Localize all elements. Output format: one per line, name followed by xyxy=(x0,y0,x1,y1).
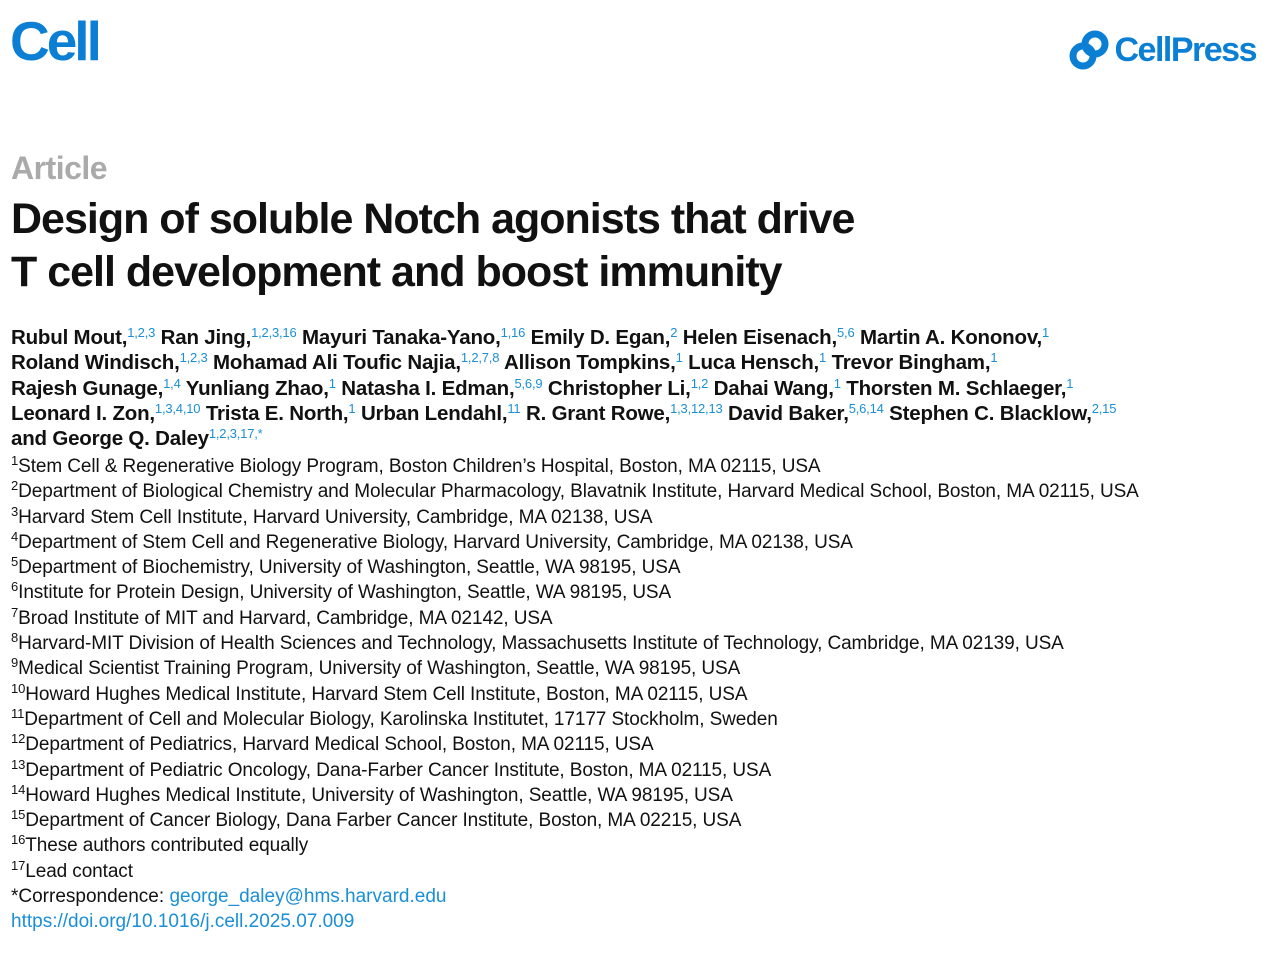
cell-journal-logo: Cell xyxy=(10,10,99,72)
affiliation-text: Department of Cell and Molecular Biology, Karolinska Institutet, 17177 Stockholm, Sweden xyxy=(24,708,778,730)
affiliation-text: Harvard Stem Cell Institute, Harvard University, Cambridge, MA 02138, USA xyxy=(18,506,653,528)
cellpress-mark-icon xyxy=(1069,30,1109,70)
author-name: Natasha I. Edman, xyxy=(341,376,515,400)
author-affiliation-ref[interactable]: 1,2,3,16 xyxy=(251,325,297,340)
author-affiliation-ref[interactable]: 2 xyxy=(670,325,678,340)
affiliation-number: 10 xyxy=(11,680,26,696)
author-name: Leonard I. Zon, xyxy=(11,401,155,425)
affiliation-number: 12 xyxy=(11,731,26,747)
author-name: Martin A. Kononov, xyxy=(859,326,1043,349)
author-name: and George Q. Daley xyxy=(11,427,209,451)
author-name: Trevor Bingham, xyxy=(831,351,991,375)
affiliation-number: 17 xyxy=(11,857,26,873)
doi-row xyxy=(11,909,1276,934)
affiliation-item xyxy=(11,732,1276,757)
affiliation-number: 1 xyxy=(11,453,19,468)
correspondence-label: *Correspondence: xyxy=(11,886,170,908)
affiliation-text: Medical Scientist Training Program, University of Washington, Seattle, WA 98195, USA xyxy=(18,658,741,680)
author-name: Luca Hensch, xyxy=(688,351,820,375)
affiliation-item xyxy=(11,631,1276,656)
affiliation-item xyxy=(11,758,1276,783)
cellpress-wordmark: CellPress xyxy=(1114,31,1256,69)
affiliation-text: Broad Institute of MIT and Harvard, Cambridge, MA 02142, USA xyxy=(18,607,553,629)
author-affiliation-ref[interactable]: 1,2,7,8 xyxy=(460,350,500,366)
title-line-1: Design of soluble Notch agonists that drive xyxy=(11,195,855,243)
author-affiliation-ref[interactable]: 1 xyxy=(1042,325,1050,340)
article-title xyxy=(11,193,854,299)
author-name: Allison Tompkins, xyxy=(503,351,676,375)
author-name: Ran Jing, xyxy=(160,326,252,349)
author-affiliation-ref[interactable]: 1,3,4,10 xyxy=(154,400,201,416)
affiliation-text: Institute for Protein Design, University of Washington, Seattle, WA 98195, USA xyxy=(18,582,672,604)
affiliation-text: Howard Hughes Medical Institute, Harvard Stem Cell Institute, Boston, MA 02115, USA xyxy=(25,683,748,705)
author-affiliation-ref[interactable]: 1,2,3,17,* xyxy=(208,426,263,442)
affiliation-text: Lead contact xyxy=(25,860,133,882)
author-name: Stephen C. Blacklow, xyxy=(889,401,1092,425)
author-name: Mohamad Ali Toufic Najia, xyxy=(213,351,461,375)
article-type-label: Article xyxy=(11,150,108,186)
affiliation-item xyxy=(11,606,1276,631)
affiliation-number: 6 xyxy=(11,579,19,595)
author-affiliation-ref[interactable]: 1 xyxy=(990,350,998,366)
author-affiliation-ref[interactable]: 5,6,14 xyxy=(848,400,884,416)
affiliation-number: 14 xyxy=(11,781,26,797)
affiliation-number: 15 xyxy=(11,807,26,823)
author-affiliation-ref[interactable]: 2,15 xyxy=(1091,400,1117,416)
affiliation-text: These authors contributed equally xyxy=(25,835,309,857)
author-name: Helen Eisenach, xyxy=(682,326,837,349)
cellpress-logo xyxy=(1069,30,1257,70)
doi-link[interactable]: https://doi.org/10.1016/j.cell.2025.07.009 xyxy=(11,911,355,933)
correspondence xyxy=(11,884,1276,909)
affiliation-text: Department of Pediatrics, Harvard Medical School, Boston, MA 02115, USA xyxy=(25,734,654,756)
author-affiliation-ref[interactable]: 1,4 xyxy=(163,375,181,391)
affiliation-item xyxy=(11,479,1276,504)
author-affiliation-ref[interactable]: 1 xyxy=(819,350,827,366)
affiliation-item xyxy=(11,682,1276,707)
affiliation-number: 3 xyxy=(11,503,19,519)
author-affiliation-ref[interactable]: 1 xyxy=(328,375,336,391)
affiliation-number: 7 xyxy=(11,604,19,620)
author-name: Rubul Mout, xyxy=(11,326,128,349)
affiliation-item xyxy=(11,833,1276,858)
author-affiliation-ref[interactable]: 1,2,3 xyxy=(179,350,208,366)
author-affiliation-ref[interactable]: 5,6 xyxy=(837,325,855,340)
affiliation-text: Department of Biological Chemistry and Molecular Pharmacology, Blavatnik Institute, Harvard Medical School, Boston, MA 02115, USA xyxy=(18,481,1139,503)
affiliation-item xyxy=(11,505,1276,530)
affiliation-number: 9 xyxy=(11,655,19,671)
author-affiliation-ref[interactable]: 1,2,3 xyxy=(127,325,156,340)
author-name: Christopher Li, xyxy=(547,376,691,400)
affiliation-text: Department of Cancer Biology, Dana Farber Cancer Institute, Boston, MA 02215, USA xyxy=(25,810,742,832)
affiliation-item xyxy=(11,555,1276,580)
author-name: Urban Lendahl, xyxy=(360,401,508,425)
title-line-2: T cell development and boost immunity xyxy=(11,248,782,296)
affiliation-number: 2 xyxy=(11,478,19,494)
author-name: Mayuri Tanaka-Yano, xyxy=(302,326,501,349)
author-name: Thorsten M. Schlaeger, xyxy=(846,376,1067,400)
affiliation-text: Stem Cell & Regenerative Biology Program, Boston Children’s Hospital, Boston, MA 02115, USA xyxy=(18,456,821,477)
author-affiliation-ref[interactable]: 11 xyxy=(507,400,521,416)
author-affiliation-ref[interactable]: 1,16 xyxy=(500,325,526,340)
affiliation-text: Department of Stem Cell and Regenerative Biology, Harvard University, Cambridge, MA 02138, USA xyxy=(18,531,853,553)
author-name: R. Grant Rowe, xyxy=(525,401,671,425)
affiliation-item xyxy=(11,859,1276,884)
author-name: Yunliang Zhao, xyxy=(185,376,329,400)
affiliation-item xyxy=(11,656,1276,681)
affiliation-item xyxy=(11,808,1276,833)
affiliation-number: 11 xyxy=(11,705,25,721)
author-name: Dahai Wang, xyxy=(713,376,834,400)
author-affiliation-ref[interactable]: 1 xyxy=(675,350,683,366)
correspondence-email-link[interactable]: george_daley@hms.harvard.edu xyxy=(169,886,447,908)
author-name: Roland Windisch, xyxy=(11,351,180,375)
author-name: Emily D. Egan, xyxy=(530,326,671,349)
affiliation-number: 8 xyxy=(11,630,19,646)
affiliation-number: 13 xyxy=(11,756,26,772)
author-affiliation-ref[interactable]: 1,3,12,13 xyxy=(670,400,723,416)
author-affiliation-ref[interactable]: 5,6,9 xyxy=(514,375,543,391)
affiliation-number: 16 xyxy=(11,832,26,848)
affiliation-item xyxy=(11,454,1276,479)
affiliation-item xyxy=(11,783,1276,808)
author-affiliation-ref[interactable]: 1 xyxy=(348,400,356,416)
author-list xyxy=(11,325,1276,451)
author-affiliation-ref[interactable]: 1,2 xyxy=(690,375,709,391)
author-name: David Baker, xyxy=(728,401,849,425)
author-name: Rajesh Gunage, xyxy=(11,376,164,400)
affiliation-item xyxy=(11,580,1276,605)
affiliation-text: Department of Pediatric Oncology, Dana-Farber Cancer Institute, Boston, MA 02115, USA xyxy=(25,759,772,781)
affiliation-item xyxy=(11,530,1276,555)
affiliation-text: Howard Hughes Medical Institute, University of Washington, Seattle, WA 98195, USA xyxy=(25,784,733,806)
author-affiliation-ref[interactable]: 1 xyxy=(833,375,841,391)
author-name: Trista E. North, xyxy=(205,401,349,425)
affiliation-list xyxy=(11,454,1276,935)
affiliation-text: Harvard-MIT Division of Health Sciences and Technology, Massachusetts Institute of Technology, Cambridge, MA 02139, USA xyxy=(18,633,1064,655)
affiliation-text: Department of Biochemistry, University of Washington, Seattle, WA 98195, USA xyxy=(18,557,681,579)
affiliation-item xyxy=(11,707,1276,732)
author-affiliation-ref[interactable]: 1 xyxy=(1066,375,1074,391)
affiliation-number: 5 xyxy=(11,554,19,570)
affiliation-number: 4 xyxy=(11,528,19,544)
